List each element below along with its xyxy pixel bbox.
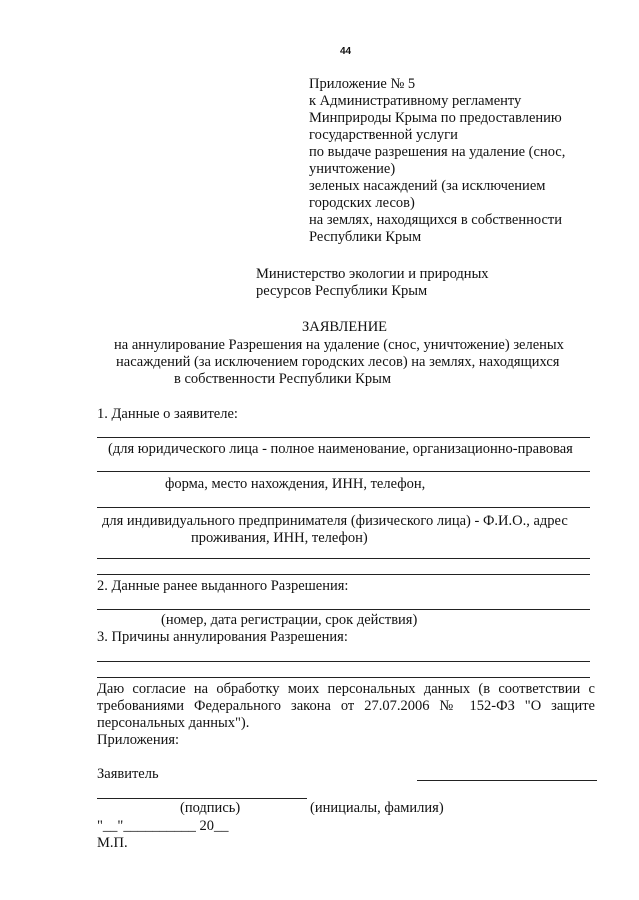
applicant-field-line[interactable] xyxy=(97,507,590,508)
applicant-name-line[interactable] xyxy=(417,780,597,781)
reasons-field-line[interactable] xyxy=(97,677,590,678)
section-applicant-heading: 1. Данные о заявителе: xyxy=(97,406,238,422)
consent-line: требованиями Федерального закона от 27.07.2006 № 152-ФЗ "О защите xyxy=(97,698,595,714)
section-reasons-heading: 3. Причины аннулирования Разрешения: xyxy=(97,629,348,645)
hint-individual: для индивидуального предпринимателя (физического лица) - Ф.И.О., адрес xyxy=(102,513,568,529)
applicant-field-line[interactable] xyxy=(97,558,590,559)
page-number: 44 xyxy=(340,46,352,57)
appendix-line: зеленых насаждений (за исключением xyxy=(309,178,546,194)
hint-individual-cont: проживания, ИНН, телефон) xyxy=(191,530,368,546)
appendix-block xyxy=(309,76,565,246)
document-title: ЗАЯВЛЕНИЕ xyxy=(302,319,388,335)
applicant-field-line[interactable] xyxy=(97,574,590,575)
appendix-line: уничтожение) xyxy=(309,161,396,177)
consent-line: персональных данных"). xyxy=(97,715,250,731)
attachments-label: Приложения: xyxy=(97,732,180,748)
applicant-field-line[interactable] xyxy=(97,437,590,438)
appendix-line: Республики Крым xyxy=(309,229,422,245)
hint-legal-entity: (для юридического лица - полное наименование, организационно-правовая xyxy=(108,441,573,457)
document-subtitle-line: в собственности Республики Крым xyxy=(174,371,391,387)
addressee-line: ресурсов Республики Крым xyxy=(256,283,428,299)
appendix-line: Минприроды Крыма по предоставлению xyxy=(309,110,562,126)
date-field[interactable]: "__"__________ 20__ xyxy=(97,818,229,834)
consent-line: Даю согласие на обработку моих персональных данных (в соответствии с xyxy=(97,681,595,697)
section-permit-heading: 2. Данные ранее выданного Разрешения: xyxy=(97,578,349,594)
appendix-line: Приложение № 5 xyxy=(309,76,416,92)
appendix-line: к Административному регламенту xyxy=(309,93,522,109)
document-subtitle-line: на аннулирование Разрешения на удаление (снос, уничтожение) зеленых xyxy=(114,337,564,353)
document-subtitle-line: насаждений (за исключением городских лесов) на землях, находящихся xyxy=(116,354,560,370)
applicant-label: Заявитель xyxy=(97,766,159,782)
initials-hint: (инициалы, фамилия) xyxy=(310,800,444,816)
appendix-line: на землях, находящихся в собственности xyxy=(309,212,562,228)
applicant-field-line[interactable] xyxy=(97,471,590,472)
signature-hint: (подпись) xyxy=(180,800,241,816)
reasons-field-line[interactable] xyxy=(97,661,590,662)
appendix-line: государственной услуги xyxy=(309,127,458,143)
appendix-line: по выдаче разрешения на удаление (снос, xyxy=(309,144,566,160)
addressee-line: Министерство экологии и природных xyxy=(256,266,489,282)
addressee-block xyxy=(256,266,489,300)
stamp-label: М.П. xyxy=(97,835,128,851)
hint-legal-entity-cont: форма, место нахождения, ИНН, телефон, xyxy=(165,476,426,492)
signature-line[interactable] xyxy=(97,798,307,799)
hint-permit: (номер, дата регистрации, срок действия) xyxy=(161,612,418,628)
permit-field-line[interactable] xyxy=(97,609,590,610)
appendix-line: городских лесов) xyxy=(309,195,415,211)
